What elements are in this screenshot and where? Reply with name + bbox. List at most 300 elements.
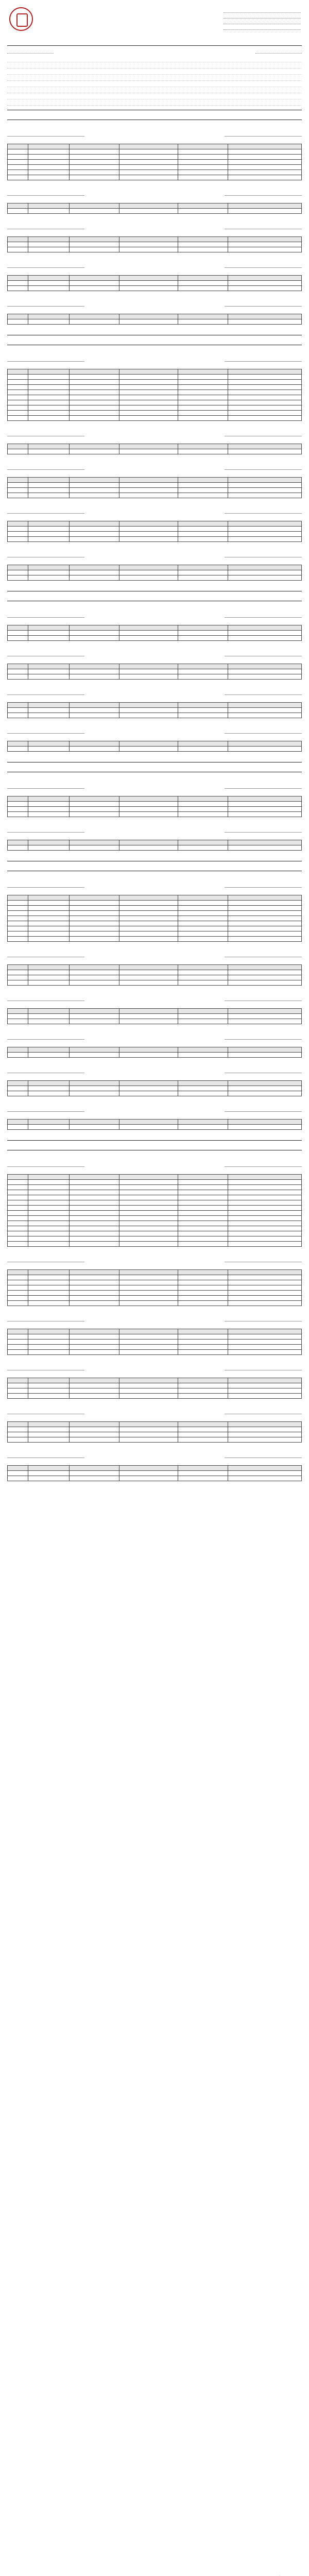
table-cell (28, 1014, 69, 1019)
table-cell (228, 209, 302, 214)
advertisement-number (7, 508, 84, 514)
column-header (228, 369, 302, 375)
table-cell (8, 1125, 28, 1130)
column-header (69, 1466, 119, 1471)
advertisement-number (7, 262, 84, 268)
table-cell (228, 1086, 302, 1091)
table-cell (119, 375, 178, 380)
table-cell (8, 931, 28, 937)
table-cell (69, 1285, 119, 1291)
column-header (28, 1081, 69, 1086)
table-cell (28, 1216, 69, 1221)
table-cell (69, 395, 119, 400)
result-block (7, 355, 302, 427)
table-cell (228, 1476, 302, 1481)
table-cell (8, 170, 28, 175)
column-header (119, 478, 178, 483)
column-header (69, 276, 119, 281)
column-header (8, 625, 28, 631)
table-cell (8, 1053, 28, 1058)
results-table (7, 1174, 302, 1247)
results-table (7, 203, 302, 214)
table-cell (228, 165, 302, 170)
column-header (178, 521, 228, 527)
table-cell (69, 1383, 119, 1388)
table-cell (178, 395, 228, 400)
table-cell (69, 385, 119, 390)
table-cell (228, 395, 302, 400)
table-cell (178, 247, 228, 252)
table-cell (228, 247, 302, 252)
table-cell (28, 1226, 69, 1231)
table-cell (69, 1340, 119, 1345)
table-header-row (8, 1081, 302, 1086)
table-cell (228, 1437, 302, 1443)
table-cell (8, 405, 28, 411)
table-cell (28, 570, 69, 575)
table-cell (69, 669, 119, 674)
table-cell (228, 669, 302, 674)
table-cell (178, 380, 228, 385)
column-header (178, 444, 228, 449)
table-cell (69, 1195, 119, 1200)
column-header (8, 1422, 28, 1427)
table-cell (28, 674, 69, 680)
intro-line (7, 69, 302, 75)
table-cell (28, 1190, 69, 1195)
column-header (119, 703, 178, 708)
table-row (8, 921, 302, 926)
table-cell (178, 1221, 228, 1226)
table-cell (69, 1180, 119, 1185)
result-block-header (7, 430, 302, 436)
table-cell (119, 1221, 178, 1226)
table-header-row (8, 369, 302, 375)
posts-count (225, 882, 302, 888)
table-cell (119, 1019, 178, 1024)
results-table (7, 1119, 302, 1130)
contact-line (224, 19, 301, 24)
table-cell (28, 1345, 69, 1350)
table-cell (228, 1231, 302, 1236)
table-row (8, 713, 302, 718)
advertisement-number (7, 1106, 84, 1112)
table-cell (178, 149, 228, 155)
table-cell (228, 149, 302, 155)
table-cell (119, 845, 178, 851)
table-cell (178, 1476, 228, 1481)
table-cell (228, 1242, 302, 1247)
table-cell (69, 405, 119, 411)
posts-count (225, 827, 302, 833)
column-header (69, 237, 119, 242)
column-header (119, 625, 178, 631)
table-cell (119, 1432, 178, 1437)
table-cell (28, 483, 69, 488)
column-header (178, 1009, 228, 1014)
table-cell (8, 286, 28, 291)
intro-line (7, 57, 302, 62)
table-row (8, 916, 302, 921)
column-header (28, 314, 69, 319)
table-cell (8, 532, 28, 537)
table-cell (228, 1471, 302, 1476)
results-table (7, 236, 302, 252)
column-header (69, 444, 119, 449)
column-header (69, 625, 119, 631)
table-cell (178, 1350, 228, 1355)
table-cell (178, 575, 228, 581)
result-block (7, 1408, 302, 1449)
table-row (8, 708, 302, 713)
table-header-row (8, 741, 302, 747)
contact-line (224, 24, 301, 30)
table-cell (28, 1211, 69, 1216)
table-row (8, 319, 302, 325)
column-header (69, 1120, 119, 1125)
result-block (7, 1033, 302, 1064)
result-block (7, 430, 302, 461)
column-header (119, 237, 178, 242)
column-header (119, 444, 178, 449)
table-cell (228, 636, 302, 641)
table-cell (178, 1211, 228, 1216)
result-block-header (7, 882, 302, 888)
table-cell (28, 1427, 69, 1432)
table-cell (8, 713, 28, 718)
table-cell (8, 1019, 28, 1024)
result-block (7, 1106, 302, 1136)
results-table (7, 741, 302, 752)
table-cell (28, 165, 69, 170)
column-header (178, 965, 228, 970)
table-row (8, 970, 302, 975)
column-header (28, 1329, 69, 1334)
table-cell (8, 970, 28, 975)
table-cell (178, 937, 228, 942)
table-cell (8, 160, 28, 165)
result-block-header (7, 1033, 302, 1040)
table-row (8, 1019, 302, 1024)
column-header (119, 796, 178, 802)
subject-banner (7, 861, 302, 871)
column-header (228, 478, 302, 483)
table-cell (119, 911, 178, 916)
table-cell (119, 380, 178, 385)
table-cell (178, 416, 228, 421)
table-row (8, 1280, 302, 1285)
column-header (228, 1422, 302, 1427)
table-cell (119, 636, 178, 641)
table-cell (28, 1296, 69, 1301)
table-cell (228, 380, 302, 385)
table-cell (228, 1014, 302, 1019)
table-cell (8, 1340, 28, 1345)
intro-line (7, 94, 302, 99)
table-cell (178, 1091, 228, 1096)
table-cell (8, 1296, 28, 1301)
table-row (8, 1180, 302, 1185)
table-cell (228, 575, 302, 581)
column-header (228, 144, 302, 149)
result-block-header (7, 1452, 302, 1458)
table-header-row (8, 664, 302, 669)
table-cell (69, 416, 119, 421)
table-cell (178, 170, 228, 175)
level-banner (7, 1154, 302, 1159)
result-block-note (7, 181, 302, 187)
table-cell (8, 1236, 28, 1242)
result-block-header (7, 190, 302, 196)
intro-line (7, 88, 302, 93)
table-cell (228, 937, 302, 942)
column-header (178, 1175, 228, 1180)
column-header (8, 276, 28, 281)
advertisement-number (7, 1034, 84, 1040)
advertisement-number (7, 827, 84, 833)
table-header-row (8, 1009, 302, 1014)
table-cell (119, 1275, 178, 1280)
column-header (69, 1270, 119, 1275)
posts-count (225, 190, 302, 196)
table-cell (69, 1236, 119, 1242)
table-header-row (8, 1175, 302, 1180)
table-cell (28, 395, 69, 400)
table-header-row (8, 276, 302, 281)
result-block-note (7, 1400, 302, 1405)
result-block (7, 826, 302, 857)
table-cell (8, 906, 28, 911)
table-cell (8, 1242, 28, 1247)
result-block (7, 1256, 302, 1312)
table-cell (69, 1345, 119, 1350)
category-label (7, 1113, 302, 1118)
result-block-note (7, 1131, 302, 1136)
table-cell (119, 1180, 178, 1185)
result-block (7, 650, 302, 686)
table-cell (28, 380, 69, 385)
table-cell (69, 1242, 119, 1247)
category-label (7, 657, 302, 663)
table-cell (178, 1206, 228, 1211)
table-row (8, 1383, 302, 1388)
table-row (8, 747, 302, 752)
table-cell (69, 380, 119, 385)
table-cell (28, 1350, 69, 1355)
table-cell (8, 631, 28, 636)
table-cell (69, 570, 119, 575)
table-cell (119, 537, 178, 542)
table-cell (8, 1180, 28, 1185)
table-cell (228, 916, 302, 921)
table-cell (228, 1340, 302, 1345)
column-header (119, 1422, 178, 1427)
table-row (8, 1388, 302, 1394)
table-cell (8, 1432, 28, 1437)
column-header (28, 276, 69, 281)
table-cell (228, 1296, 302, 1301)
table-cell (8, 926, 28, 931)
table-cell (228, 527, 302, 532)
table-row (8, 395, 302, 400)
table-cell (119, 926, 178, 931)
table-row (8, 1340, 302, 1345)
column-header (28, 478, 69, 483)
table-cell (119, 1388, 178, 1394)
column-header (69, 965, 119, 970)
posts-count (225, 612, 302, 618)
table-cell (8, 375, 28, 380)
table-cell (228, 155, 302, 160)
result-block-note (7, 582, 302, 587)
column-header (228, 1047, 302, 1053)
table-cell (8, 1388, 28, 1394)
table-cell (228, 488, 302, 493)
column-header (119, 664, 178, 669)
table-cell (119, 1350, 178, 1355)
result-block-note (7, 253, 302, 259)
table-cell (228, 747, 302, 752)
table-cell (119, 975, 178, 980)
table-cell (178, 1345, 228, 1350)
results-table (7, 664, 302, 680)
table-cell (119, 209, 178, 214)
table-cell (28, 390, 69, 395)
table-row (8, 160, 302, 165)
result-block (7, 507, 302, 548)
table-row (8, 1231, 302, 1236)
column-header (8, 1175, 28, 1180)
column-header (178, 1270, 228, 1275)
column-header (28, 703, 69, 708)
result-block-note (7, 642, 302, 647)
column-header (8, 1047, 28, 1053)
table-cell (28, 802, 69, 807)
table-cell (228, 1432, 302, 1437)
table-cell (8, 1383, 28, 1388)
table-cell (228, 807, 302, 812)
column-header (69, 1081, 119, 1086)
table-row (8, 570, 302, 575)
table-cell (119, 1296, 178, 1301)
table-cell (119, 570, 178, 575)
table-row (8, 1226, 302, 1231)
table-cell (178, 1301, 228, 1306)
table-cell (28, 155, 69, 160)
table-cell (28, 1388, 69, 1394)
table-cell (119, 286, 178, 291)
column-header (228, 314, 302, 319)
table-cell (69, 1296, 119, 1301)
table-cell (69, 1206, 119, 1211)
table-cell (228, 1236, 302, 1242)
table-cell (119, 708, 178, 713)
table-cell (8, 527, 28, 532)
table-cell (119, 247, 178, 252)
table-row (8, 1291, 302, 1296)
result-block-note (7, 943, 302, 948)
table-row (8, 1211, 302, 1216)
table-header-row (8, 478, 302, 483)
column-header (28, 565, 69, 570)
table-row (8, 390, 302, 395)
table-cell (28, 1432, 69, 1437)
table-row (8, 1476, 302, 1481)
column-header (228, 565, 302, 570)
result-block-header (7, 1256, 302, 1262)
column-header (228, 625, 302, 631)
posts-count (225, 1034, 302, 1040)
table-cell (178, 747, 228, 752)
table-cell (8, 1476, 28, 1481)
level-banner (7, 775, 302, 781)
table-cell (69, 1200, 119, 1206)
table-row (8, 1086, 302, 1091)
table-cell (69, 1476, 119, 1481)
table-cell (178, 411, 228, 416)
table-cell (119, 1437, 178, 1443)
table-cell (119, 1301, 178, 1306)
table-cell (28, 906, 69, 911)
table-row (8, 1350, 302, 1355)
table-cell (119, 1091, 178, 1096)
column-header (228, 444, 302, 449)
column-header (228, 796, 302, 802)
table-cell (8, 385, 28, 390)
table-cell (8, 395, 28, 400)
results-table (7, 702, 302, 718)
table-row (8, 1014, 302, 1019)
table-cell (8, 1471, 28, 1476)
category-label (7, 197, 302, 202)
column-header (8, 521, 28, 527)
table-cell (119, 1190, 178, 1195)
column-header (28, 741, 69, 747)
table-header-row (8, 444, 302, 449)
table-cell (178, 1394, 228, 1399)
table-cell (119, 416, 178, 421)
table-cell (8, 1091, 28, 1096)
advertisement-number (7, 995, 84, 1001)
table-cell (119, 1285, 178, 1291)
column-header (228, 840, 302, 845)
table-cell (119, 1242, 178, 1247)
table-cell (28, 1236, 69, 1242)
reference-left (7, 48, 54, 54)
results-table (7, 625, 302, 641)
table-cell (178, 1125, 228, 1130)
table-cell (178, 845, 228, 851)
table-row (8, 926, 302, 931)
table-cell (119, 901, 178, 906)
column-header (28, 895, 69, 901)
table-cell (69, 1086, 119, 1091)
results-table (7, 565, 302, 581)
table-cell (228, 1053, 302, 1058)
category-label (7, 269, 302, 274)
table-cell (69, 532, 119, 537)
table-cell (69, 575, 119, 581)
category-label (7, 230, 302, 235)
column-header (28, 237, 69, 242)
table-row (8, 802, 302, 807)
advertisement-number (7, 1365, 84, 1370)
table-cell (28, 1285, 69, 1291)
table-cell (228, 1195, 302, 1200)
table-cell (28, 669, 69, 674)
table-cell (69, 926, 119, 931)
table-header-row (8, 895, 302, 901)
